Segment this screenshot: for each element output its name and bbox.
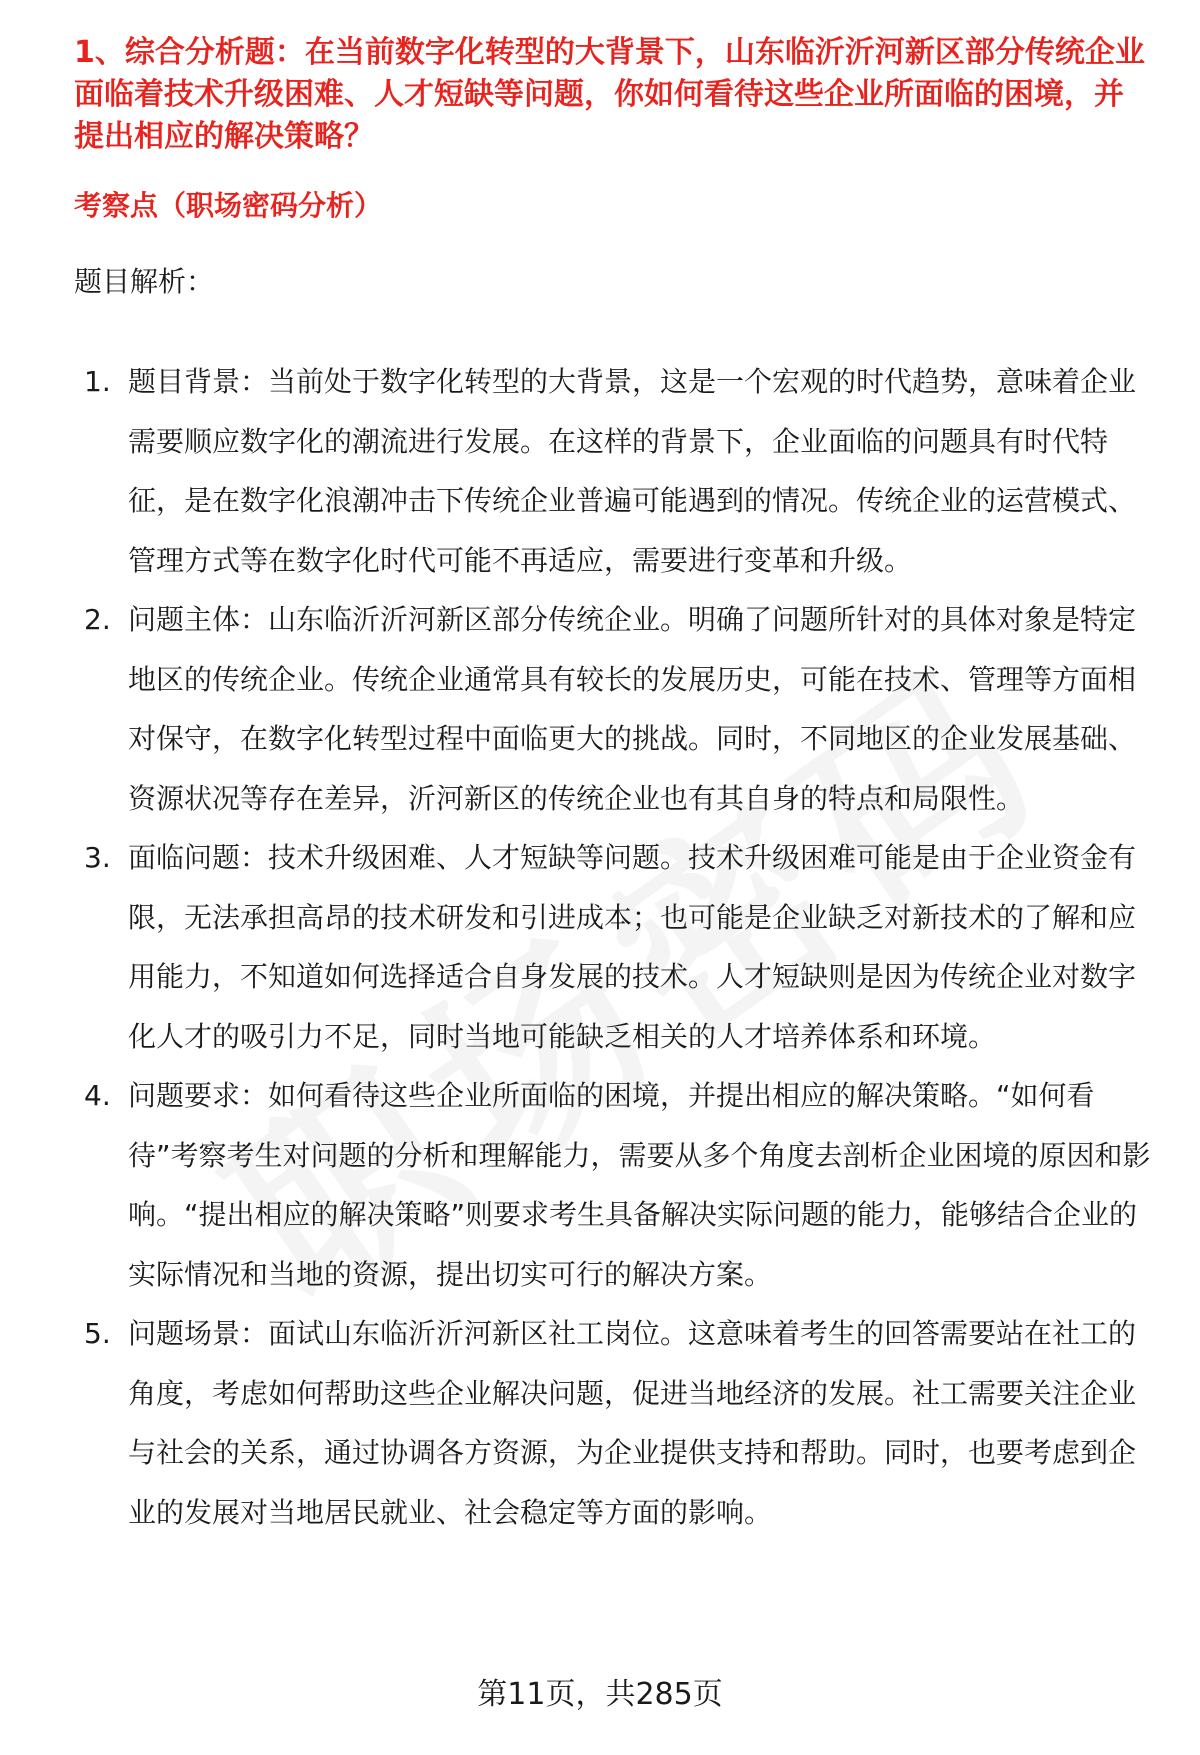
list-item-text: 面临问题：技术升级困难、人才短缺等问题。技术升级困难可能是由于企业资金有限，无法承担高昂的技术研发和引进成本；也可能是企业缺乏对新技术的了解和应用能力，不知道如何选择适合自身发展的技术。人才短缺则是因为传统企业对数字化人才的吸引力不足，同时当地可能缺乏相关的人才培养体系和环境。 [128, 841, 1137, 1053]
list-item-number: 3. [84, 841, 111, 874]
list-item-number: 1. [84, 365, 111, 398]
page-number-footer: 第11页，共285页 [477, 1677, 723, 1712]
list-item-number: 4. [84, 1079, 111, 1112]
intro-label: 题目解析： [74, 265, 215, 298]
list-item-text: 问题场景：面试山东临沂沂河新区社工岗位。这意味着考生的回答需要站在社工的角度，考虑如何帮助这些企业解决问题，促进当地经济的发展。社工需要关注企业与社会的关系，通过协调各方资源，为企业提供支持和帮助。同时，也要考虑到企业的发展对当地居民就业、社会稳定等方面的影响。 [128, 1317, 1137, 1529]
list-item-text: 问题要求：如何看待这些企业所面临的困境，并提出相应的解决策略。“如何看待”考察考生对问题的分析和理解能力，需要从多个角度去剖析企业困境的原因和影响。“提出相应的解决策略”则要求考生具备解决实际问题的能力，能够结合企业的实际情况和当地的资源，提出切实可行的解决方案。 [128, 1079, 1151, 1291]
list-item [74, 590, 1154, 828]
list-item [74, 1304, 1154, 1542]
list-item-number: 2. [84, 603, 111, 636]
section-title: 考察点（职场密码分析） [74, 189, 383, 222]
list-item-number: 5. [84, 1317, 111, 1350]
list-item-text: 题目背景：当前处于数字化转型的大背景，这是一个宏观的时代趋势，意味着企业需要顺应数字化的潮流进行发展。在这样的背景下，企业面临的问题具有时代特征，是在数字化浪潮冲击下传统企业普遍可能遇到的情况。传统企业的运营模式、管理方式等在数字化时代可能不再适应，需要进行变革和升级。 [128, 365, 1137, 577]
list-item [74, 1066, 1154, 1304]
list-item-text: 问题主体：山东临沂沂河新区部分传统企业。明确了问题所针对的具体对象是特定地区的传统企业。传统企业通常具有较长的发展历史，可能在技术、管理等方面相对保守，在数字化转型过程中面临更大的挑战。同时，不同地区的企业发展基础、资源状况等存在差异，沂河新区的传统企业也有其自身的特点和局限性。 [128, 603, 1137, 815]
list-item [74, 352, 1154, 590]
list-item [74, 828, 1154, 1066]
question-heading: 1、综合分析题：在当前数字化转型的大背景下，山东临沂沂河新区部分传统企业面临着技术升级困难、人才短缺等问题，你如何看待这些企业所面临的困境，并提出相应的解决策略？ [74, 35, 1145, 154]
analysis-list [74, 352, 1154, 1542]
